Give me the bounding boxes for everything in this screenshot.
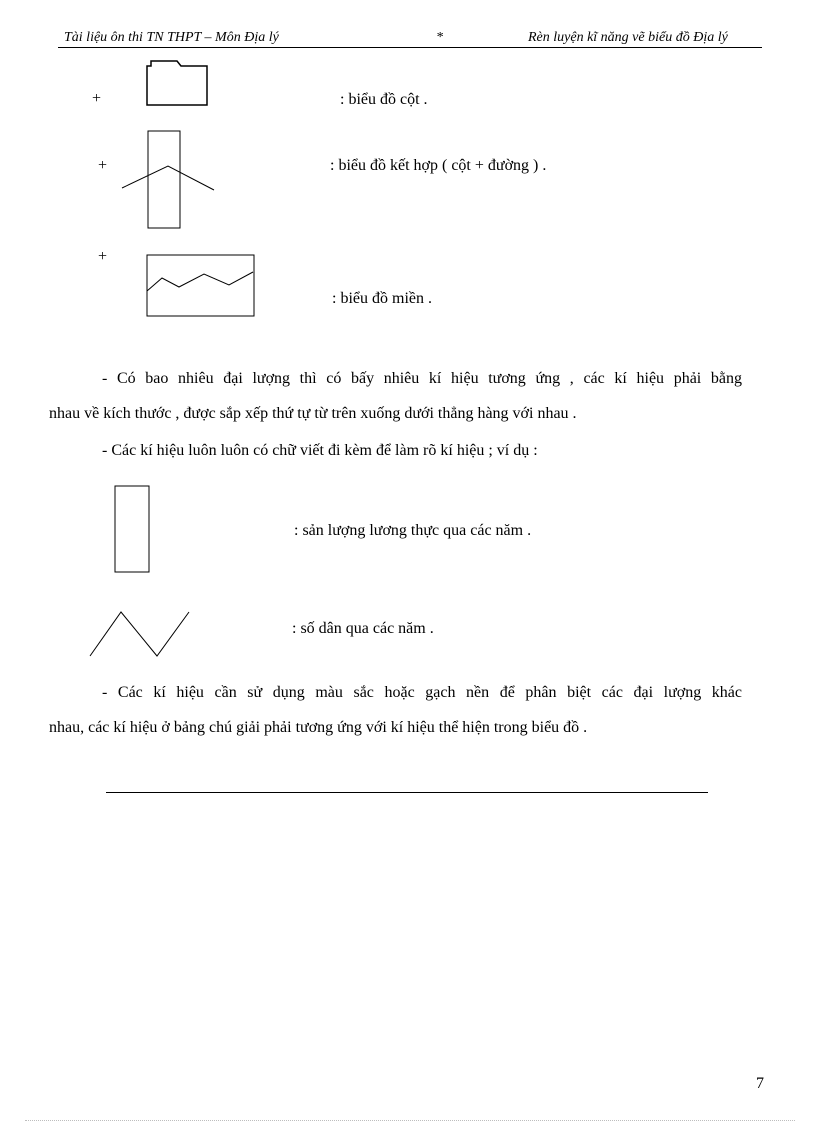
line-example-icon [88, 610, 192, 660]
header-rule [58, 47, 762, 48]
page-number: 7 [756, 1075, 764, 1092]
combined-chart-symbol-icon [120, 130, 216, 230]
column-example-icon [114, 485, 152, 575]
paragraph-symbols-labeled [49, 433, 742, 468]
paragraph-line: - Các kí hiệu luôn luôn có chữ viết đi kèm để làm rõ kí hiệu ; ví dụ : [102, 442, 538, 459]
label-area-chart: : biểu đồ miền . [332, 290, 432, 307]
header-right: Rèn luyện kĩ năng vẽ biểu đồ Địa lý [528, 30, 728, 45]
header-left: Tài liệu ôn thi TN THPT – Môn Địa lý [64, 30, 279, 45]
paragraph-symbols-colors [49, 675, 742, 745]
label-population: : số dân qua các năm . [292, 620, 434, 637]
paragraph-line: - Các kí hiệu cần sử dụng màu sắc hoặc gạch nền để phân biệt các đại lượng khác [102, 684, 742, 701]
label-combined-chart: : biểu đồ kết hợp ( cột + đường ) . [330, 157, 547, 174]
label-bar-chart: : biểu đồ cột . [340, 91, 428, 108]
bullet-bar: + [92, 90, 102, 107]
label-food-output: : sản lượng lương thực qua các năm . [294, 522, 532, 539]
paragraph-symbols-equal [49, 361, 742, 431]
section-separator [106, 792, 708, 793]
bullet-combined: + [98, 157, 108, 174]
paragraph-line: nhau, các kí hiệu ở bảng chú giải phải tương ứng với kí hiệu thể hiện trong biểu đồ . [49, 719, 588, 736]
area-chart-symbol-icon [146, 254, 256, 318]
bar-chart-symbol-icon [146, 58, 208, 106]
header-center: * [436, 30, 443, 45]
page-bottom-border [25, 1120, 795, 1121]
bullet-area: + [98, 248, 108, 265]
paragraph-line: - Có bao nhiêu đại lượng thì có bấy nhiêu kí hiệu tương ứng , các kí hiệu phải bằng [102, 370, 742, 387]
paragraph-line: nhau về kích thước , được sắp xếp thứ tự từ trên xuống dưới thẳng hàng với nhau . [49, 405, 577, 422]
